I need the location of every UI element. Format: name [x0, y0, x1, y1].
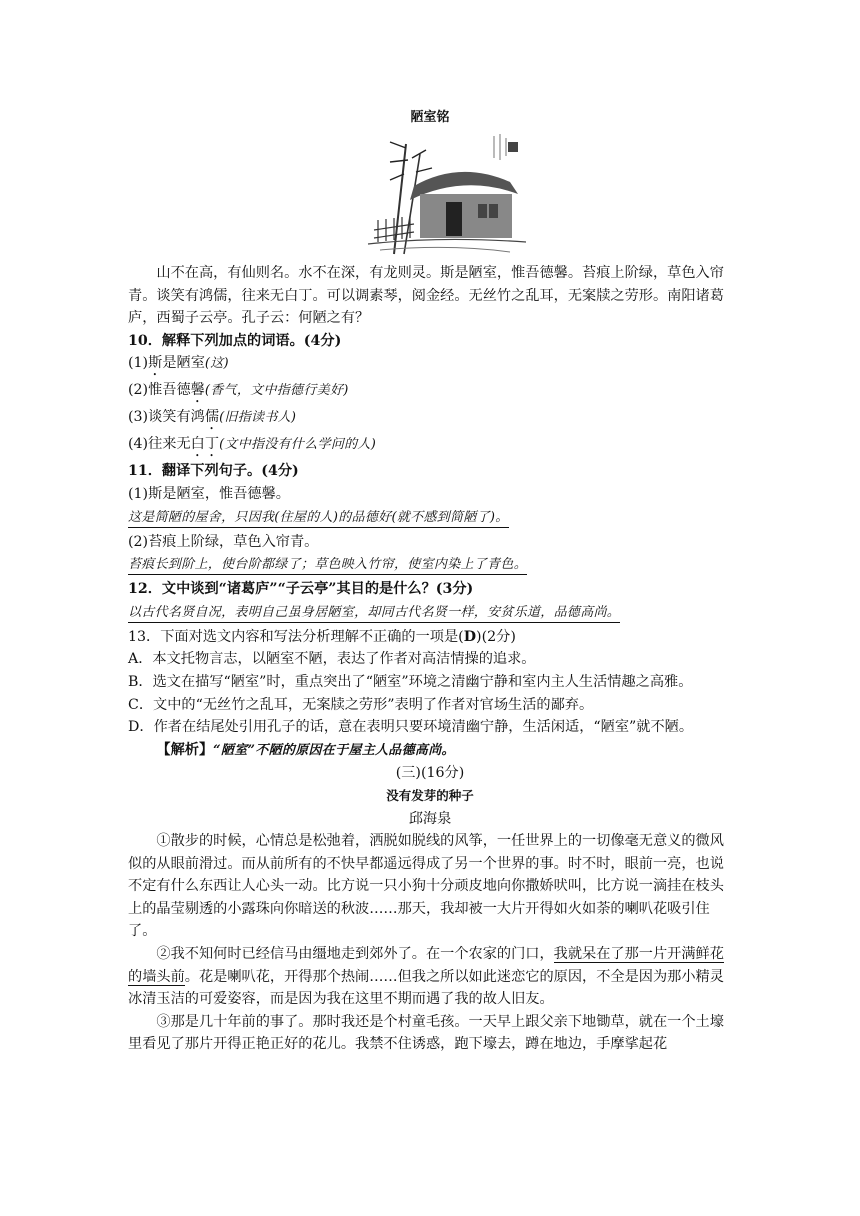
- q10-stem: 10．解释下列加点的词语。(4分): [128, 332, 342, 349]
- content: [128, 262, 732, 1056]
- q13-analysis: 【解析】“陋室”不陋的原因在于屋主人品德高尚。: [156, 741, 455, 758]
- q13-option-a: A．本文托物言志，以陋室不陋，表达了作者对高洁情操的追求。: [128, 651, 536, 668]
- q11-sentence-2: (2)苔痕上阶绿，草色入帘青。: [128, 533, 319, 550]
- underlined-sentence: 我就呆在了那一片开满鲜花的墙头前: [128, 946, 724, 985]
- q13-option-d: D．作者在结尾处引用孔子的话，意在表明只要环境清幽宁静，生活闲适，“陋室”就不陋。: [128, 719, 694, 736]
- q10-answer-3: (旧指读书人): [219, 410, 297, 426]
- q10-answer-2: (香气，文中指德行美好): [204, 383, 349, 399]
- q13-option-c: C．文中的“无丝竹之乱耳，无案牍之劳形”表明了作者对官场生活的鄙弃。: [128, 696, 594, 713]
- q10-answer-1: (这): [204, 356, 229, 372]
- page-title: 陋室铭: [410, 110, 450, 125]
- q10-item-2: (2)惟吾德馨(香气，文中指德行美好): [128, 382, 349, 399]
- q10-item-3: (3)谈笑有鸿儒(旧指读书人): [128, 409, 297, 426]
- q11-sentence-1: (1)斯是陋室，惟吾德馨。: [128, 485, 290, 502]
- q11-stem: 11．翻译下列句子。(4分): [128, 463, 299, 480]
- q13-option-b: B．选文在描写“陋室”时，重点突出了“陋室”环境之清幽宁静和室内主人生活情趣之高雅。: [128, 673, 693, 690]
- article-title: 没有发芽的种子: [386, 787, 474, 803]
- article-paragraph-1: ①散步的时候，心情总是松弛着，洒脱如脱线的风筝，一任世界上的一切像毫无意义的微风似的从眼前滑过。而从前所有的不快早都遥远得成了另一个世界的事。时不时，眼前一亮，也说不定有什么东西让人心头一动。比方说一只小狗十分顽皮地向你撒娇吠叫，比方说一滴挂在枝头上的晶莹剔透的小露珠向你暗送的秋波……那天，我却被一大片开得如火如荼的喇叭花吸引住了。: [128, 833, 724, 940]
- article-paragraph-3: ③那是几十年前的事了。那时我还是个村童毛孩。一天早上跟父亲下地锄草，就在一个土壕里看见了那片开得正艳正好的花儿。我禁不住诱惑，跑下壕去，蹲在地边，手摩挲起花: [128, 1013, 724, 1053]
- q10-answer-4: (文中指没有什么学问的人): [219, 437, 377, 453]
- q10-item-1: (1)斯是陋室(这): [128, 355, 229, 372]
- hut-illustration: [360, 124, 530, 258]
- q10-item-4: (4)往来无白丁(文中指没有什么学问的人): [128, 436, 377, 453]
- q11-answer-2: 苔痕长到阶上，使台阶都绿了；草色映入竹帘，使室内染上了青色。: [128, 555, 527, 575]
- article-author: 邱海泉: [408, 810, 452, 827]
- q11-answer-1: 这是简陋的屋舍，只因我(住屋的人)的品德好(就不感到简陋了)。: [128, 508, 509, 528]
- q12-stem: 12．文中谈到“诸葛庐”“子云亭”其目的是什么？(3分): [128, 581, 474, 598]
- section3-heading: (三)(16分): [395, 765, 465, 782]
- q13-answer: D: [463, 628, 477, 645]
- q13-stem: 13．下面对选文内容和写法分析理解不正确的一项是(D)(2分): [128, 628, 516, 645]
- passage: 山不在高，有仙则名。水不在深，有龙则灵。斯是陋室，惟吾德馨。苔痕上阶绿，草色入帘青。谈笑有鸿儒，往来无白丁。可以调素琴，阅金经。无丝竹之乱耳，无案牍之劳形。南阳诸葛庐，西蜀子云亭。孔子云：何陋之有？: [128, 265, 724, 327]
- q12-answer: 以古代名贤自况，表明自己虽身居陋室，却同古代名贤一样，安贫乐道，品德高尚。: [128, 603, 620, 623]
- article-paragraph-2: ②我不知何时已经信马由缰地走到郊外了。在一个农家的门口，我就呆在了那一片开满鲜花的墙头前。花是喇叭花，开得那个热闹……但我之所以如此迷恋它的原因，不全是因为那小精灵冰清玉洁的可爱姿容，而是因为我在这里不期而遇了我的故人旧友。: [128, 946, 724, 1008]
